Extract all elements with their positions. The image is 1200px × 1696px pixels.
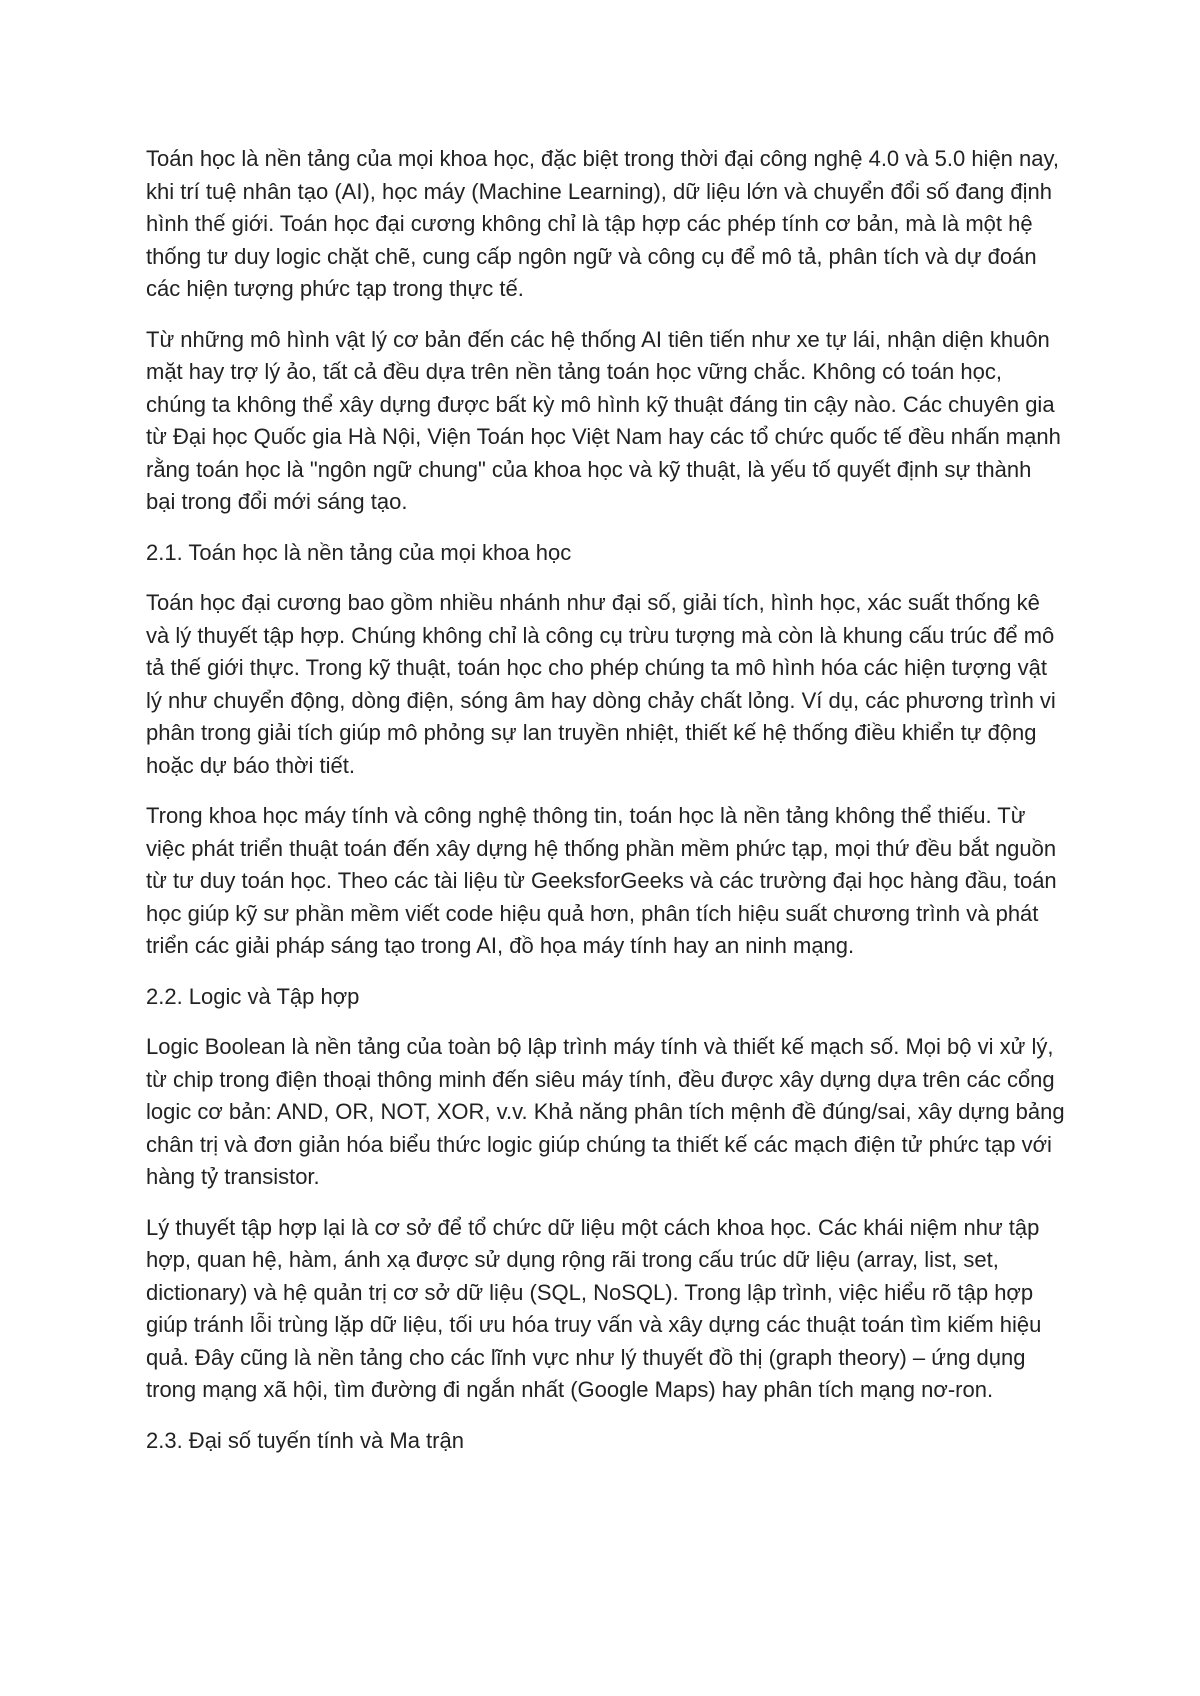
paragraph-boolean-logic: Logic Boolean là nền tảng của toàn bộ lập trình máy tính và thiết kế mạch số. Mọi bộ vi xử lý, từ chip trong điện thoại thông minh đến siêu máy tính, đều được xây dựng dựa trên các cổng logic cơ bản: AND, OR, NOT, XOR, v.v. Khả năng phân tích mệnh đề đúng/sai, xây dựng bảng chân trị và đơn giản hóa biểu thức logic giúp chúng ta thiết kế các mạch điện tử phức tạp với hàng tỷ transistor. xyxy=(146,1034,1065,1189)
paragraph-branches: Toán học đại cương bao gồm nhiều nhánh như đại số, giải tích, hình học, xác suất thống kê và lý thuyết tập hợp. Chúng không chỉ là công cụ trừu tượng mà còn là khung cấu trúc để mô tả thế giới thực. Trong kỹ thuật, toán học cho phép chúng ta mô hình hóa các hiện tượng vật lý như chuyển động, dòng điện, sóng âm hay dòng chảy chất lỏng. Ví dụ, các phương trình vi phân trong giải tích giúp mô phỏng sự lan truyền nhiệt, thiết kế hệ thống điều khiển tự động hoặc dự báo thời tiết. xyxy=(146,590,1056,778)
section-heading-2-2: 2.2. Logic và Tập hợp xyxy=(146,983,360,1009)
paragraph-set-theory: Lý thuyết tập hợp lại là cơ sở để tổ chức dữ liệu một cách khoa học. Các khái niệm như tập hợp, quan hệ, hàm, ánh xạ được sử dụng rộng rãi trong cấu trúc dữ liệu (array, list, set, dictionary) và hệ quản trị cơ sở dữ liệu (SQL, NoSQL). Trong lập trình, việc hiểu rõ tập hợp giúp tránh lỗi trùng lặp dữ liệu, tối ưu hóa truy vấn và xây dựng các thuật toán tìm kiếm hiệu quả. Đây cũng là nền tảng cho các lĩnh vực như lý thuyết đồ thị (graph theory) – ứng dụng trong mạng xã hội, tìm đường đi ngắn nhất (Google Maps) hay phân tích mạng nơ-ron. xyxy=(146,1214,1042,1402)
paragraph-ai-foundation: Từ những mô hình vật lý cơ bản đến các hệ thống AI tiên tiến như xe tự lái, nhận diện khuôn mặt hay trợ lý ảo, tất cả đều dựa trên nền tảng toán học vững chắc. Không có toán học, chúng ta không thể xây dựng được bất kỳ mô hình kỹ thuật đáng tin cậy nào. Các chuyên gia từ Đại học Quốc gia Hà Nội, Viện Toán học Việt Nam hay các tổ chức quốc tế đều nhấn mạnh rằng toán học là "ngôn ngữ chung" của khoa học và kỹ thuật, là yếu tố quyết định sự thành bại trong đổi mới sáng tạo. xyxy=(146,326,1061,514)
document-page xyxy=(146,143,1066,1475)
section-heading-2-1: 2.1. Toán học là nền tảng của mọi khoa học xyxy=(146,539,572,565)
paragraph-intro: Toán học là nền tảng của mọi khoa học, đặc biệt trong thời đại công nghệ 4.0 và 5.0 hiện nay, khi trí tuệ nhân tạo (AI), học máy (Machine Learning), dữ liệu lớn và chuyển đổi số đang định hình thế giới. Toán học đại cương không chỉ là tập hợp các phép tính cơ bản, mà là một hệ thống tư duy logic chặt chẽ, cung cấp ngôn ngữ và công cụ để mô tả, phân tích và dự đoán các hiện tượng phức tạp trong thực tế. xyxy=(146,146,1059,301)
section-heading-2-3: 2.3. Đại số tuyến tính và Ma trận xyxy=(146,1427,464,1453)
paragraph-computer-science: Trong khoa học máy tính và công nghệ thông tin, toán học là nền tảng không thể thiếu. Từ việc phát triển thuật toán đến xây dựng hệ thống phần mềm phức tạp, mọi thứ đều bắt nguồn từ tư duy toán học. Theo các tài liệu từ GeeksforGeeks và các trường đại học hàng đầu, toán học giúp kỹ sư phần mềm viết code hiệu quả hơn, phân tích hiệu suất chương trình và phát triển các giải pháp sáng tạo trong AI, đồ họa máy tính hay an ninh mạng. xyxy=(146,803,1057,958)
